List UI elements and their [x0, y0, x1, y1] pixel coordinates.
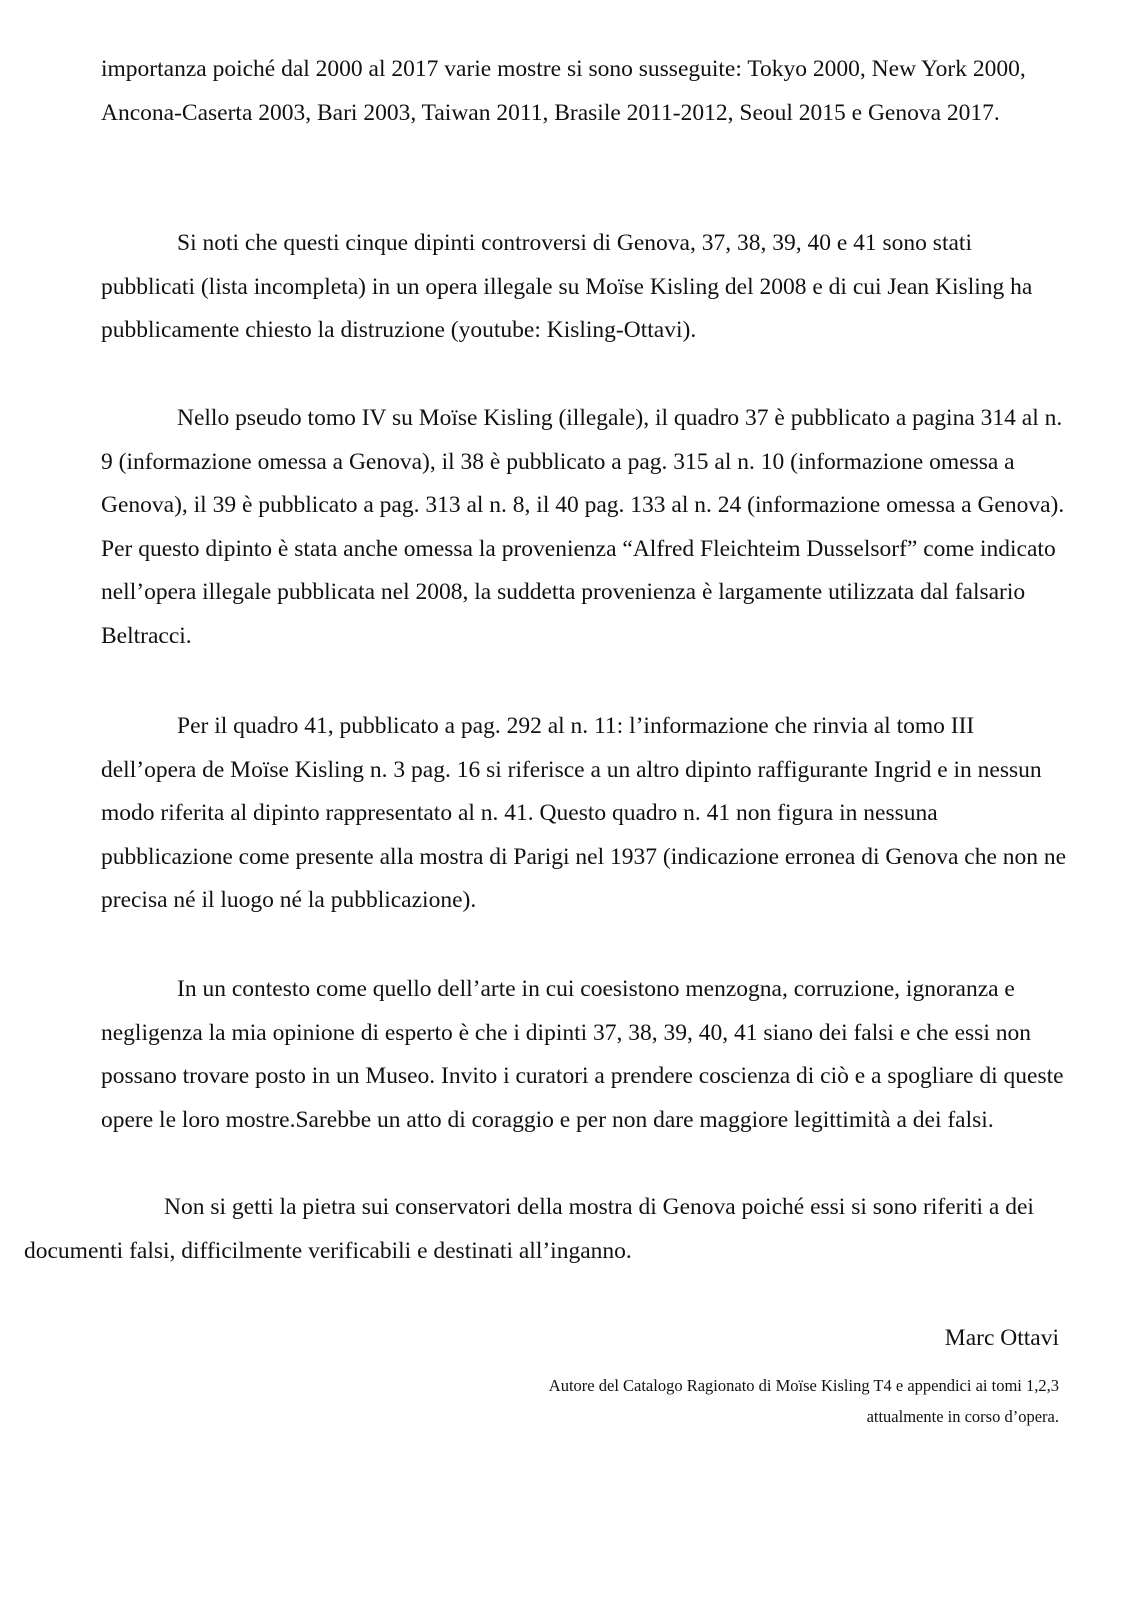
paragraph-exhibitions: importanza poiché dal 2000 al 2017 varie mostre si sono susseguite: Tokyo 2000, New York 2000, Ancona-Caserta 2003, Bari 2003, Taiwan 2011, Brasile 2011-2012, Seoul 2015 e Genova 2017.: [101, 56, 1026, 126]
affiliation-line-2: attualmente in corso d’opera.: [866, 1407, 1059, 1426]
paragraph-illegal-publication: Si noti che questi cinque dipinti controversi di Genova, 37, 38, 39, 40 e 41 sono stati pubblicati (lista incompleta) in un opera illegale su Moïse Kisling del 2008 e di cui Jean Kisling ha pubblicamente chiesto la distruzione (youtube: Kisling-Ottavi).: [101, 230, 1033, 344]
affiliation-line-1: Autore del Catalogo Ragionato di Moïse Kisling T4 e appendici ai tomi 1,2,3: [548, 1376, 1059, 1395]
paragraph-pseudo-tome-iv: Nello pseudo tomo IV su Moïse Kisling (illegale), il quadro 37 è pubblicato a pagina 314 al n. 9 (informazione omessa a Genova), il 38 è pubblicato a pag. 315 al n. 10 (informazione omessa a Genova), il 39 è pubblicato a pag. 313 al n. 8, il 40 pag. 133 al n. 24 (informazione omessa a Genova). Per questo dipinto è stata anche omessa la provenienza “Alfred Fleichteim Dusselsorf” come indicato nell’opera illegale pubblicata nel 2008, la suddetta provenienza è largamente utilizzata dal falsario Beltracci.: [101, 405, 1065, 649]
paragraph-expert-opinion: In un contesto come quello dell’arte in cui coesistono menzogna, corruzione, ignoranza e negligenza la mia opinione di esperto è che i dipinti 37, 38, 39, 40, 41 siano dei falsi e che essi non possano trovare posto in un Museo. Invito i curatori a prendere coscienza di ciò e a spogliare di queste opere le loro mostre.Sarebbe un atto di coraggio e per non dare maggiore legittimità a dei falsi.: [101, 976, 1064, 1133]
paragraph-painting-41: Per il quadro 41, pubblicato a pag. 292 al n. 11: l’informazione che rinvia al tomo III dell’opera de Moïse Kisling n. 3 pag. 16 si riferisce a un altro dipinto raffigurante Ingrid e in nessun modo riferita al dipinto rappresentato al n. 41. Questo quadro n. 41 non figura in nessuna pubblicazione come presente alla mostra di Parigi nel 1937 (indicazione erronea di Genova che non ne precisa né il luogo né la pubblicazione).: [101, 713, 1067, 914]
paragraph-conclusion: Non si getti la pietra sui conservatori della mostra di Genova poiché essi si sono riferiti a dei documenti falsi, difficilmente verificabili e destinati all’inganno.: [24, 1194, 1034, 1264]
signature-affiliation: [419, 1370, 1059, 1432]
signature-name: Marc Ottavi: [944, 1325, 1059, 1351]
